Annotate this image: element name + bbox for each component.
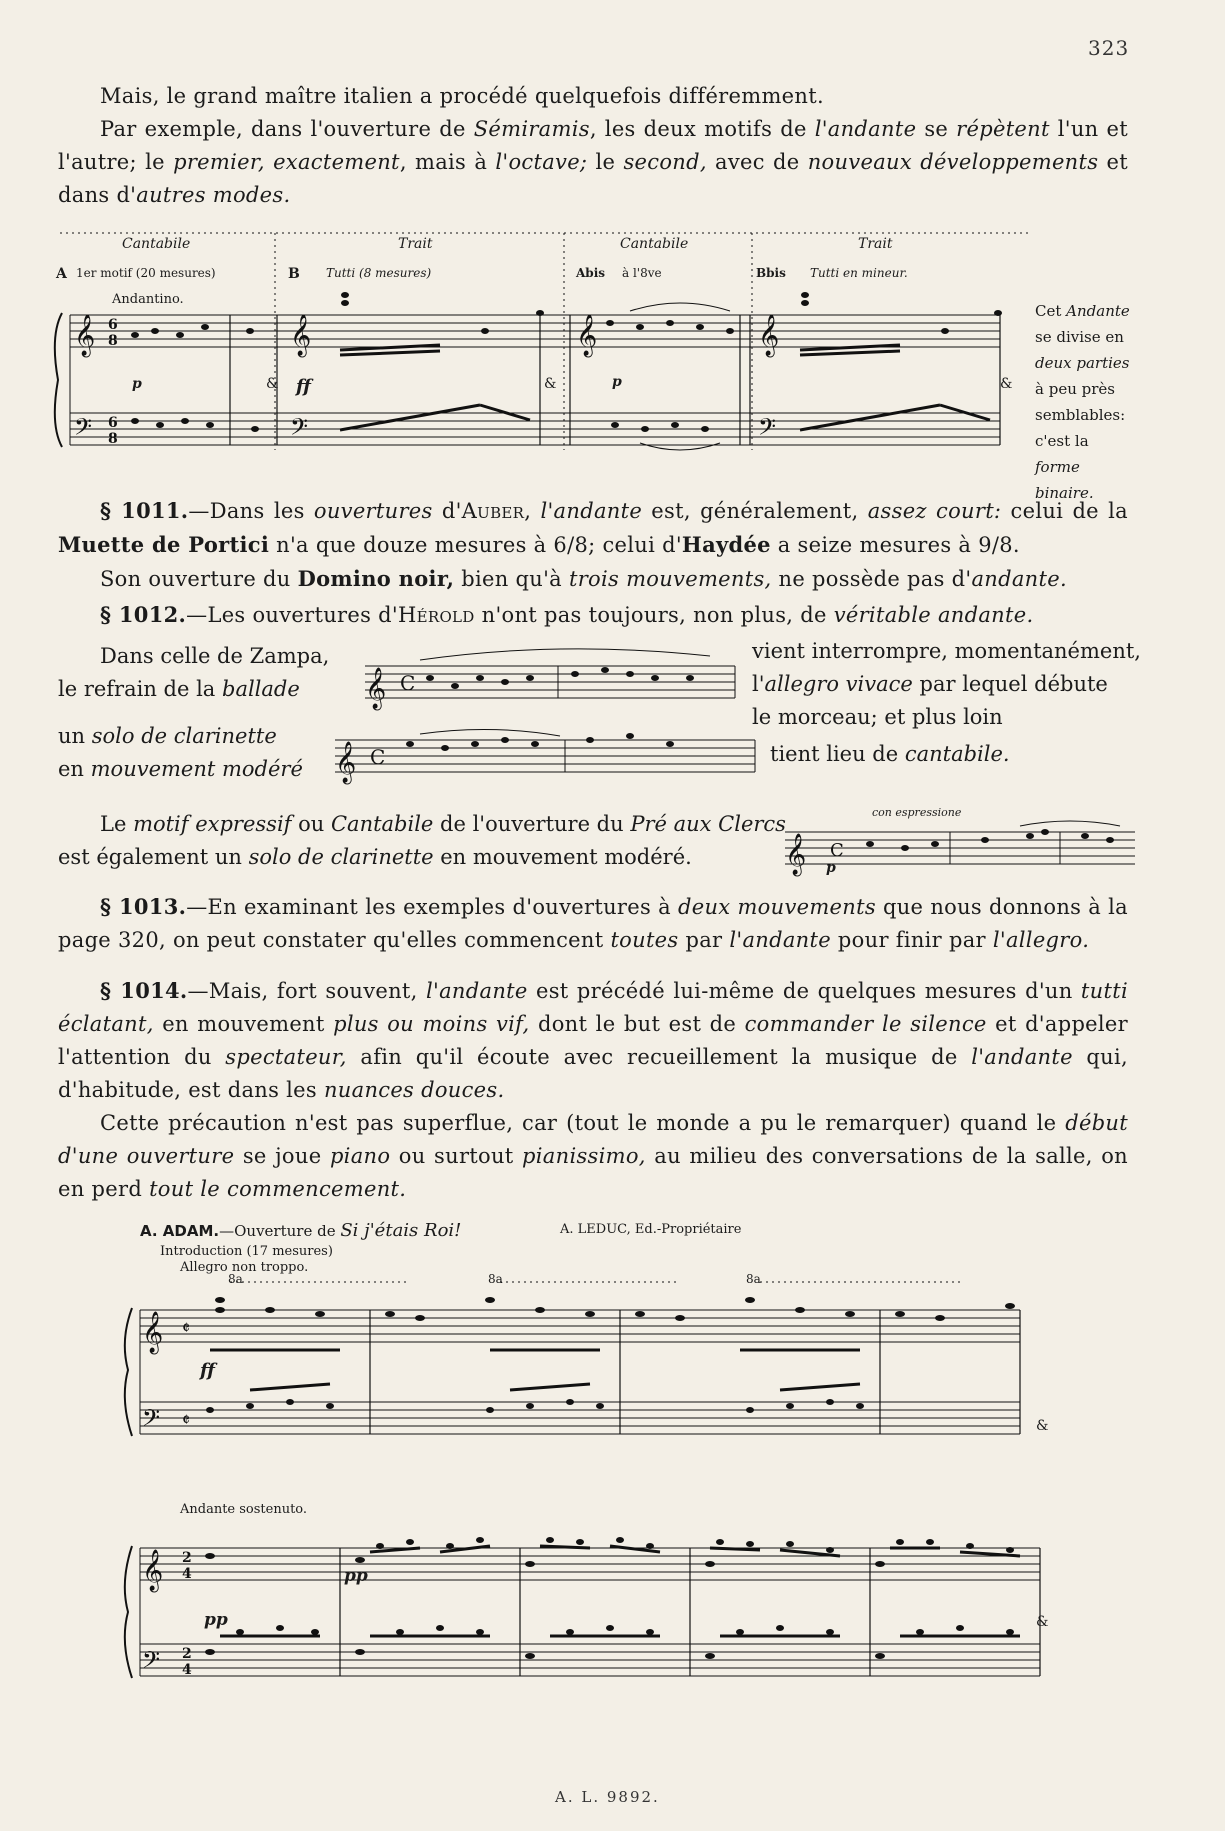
- zampa-line2: le refrain de la ballade: [58, 677, 300, 701]
- label-abis-desc: à l'8ve: [622, 266, 662, 280]
- svg-text:𝄵: 𝄵: [182, 1318, 191, 1339]
- svg-text:𝄢: 𝄢: [290, 413, 309, 446]
- label-trait-1: Trait: [398, 236, 433, 252]
- score-clarinet: [330, 720, 760, 790]
- svg-text:C: C: [370, 745, 386, 769]
- label-a: A: [56, 266, 67, 282]
- svg-text:2: 2: [182, 1550, 192, 1566]
- score2-publisher: A. LEDUC, Ed.-Propriétaire: [560, 1222, 742, 1237]
- score-zampa: [360, 636, 740, 716]
- section-1013: § 1013.—En examinant les exemples d'ouvertures à deux mouvements que nous donnons à la page 320, on peut constater qu'elles commencent toutes par l'andante pour finir par l'allegro.: [58, 894, 1128, 952]
- zampa-line1: Dans celle de Zampa,: [100, 644, 330, 668]
- dynamic-pp-2: pp: [344, 1566, 368, 1586]
- svg-text:6: 6: [108, 415, 118, 431]
- label-bbis: Bbis: [756, 266, 786, 280]
- score-si-jetais-roi-1: [120, 1270, 1060, 1470]
- score-si-jetais-roi-2: [120, 1512, 1060, 1712]
- ottava-3: 8a: [746, 1272, 761, 1286]
- zampa-right2: l'allegro vivace par lequel débute: [752, 672, 1108, 696]
- svg-text:𝄢: 𝄢: [758, 413, 777, 446]
- section-1014: § 1014.—Mais, fort souvent, l'andante est précédé lui-même de quelques mesures d'un tutti éclatant, en mouvement plus ou moins vif, dont le but est de commander le silence et d'appeler l'attention du spectateur, afin qu'il écoute avec recueillement la musique de l'andante qui, d'habitude, est dans les nuances douces. Cette précaution n'est pas superflue, car (tout le monde a pu le remarquer) quand le début d'une ouverture se joue piano ou surtout pianissimo, au milieu des conversations de la salle, on en perd tout le commencement.: [58, 978, 1129, 1201]
- label-b-desc: Tutti (8 mesures): [326, 266, 432, 280]
- svg-text:𝄞: 𝄞: [335, 742, 357, 783]
- svg-text:8: 8: [108, 431, 118, 447]
- svg-text:𝄞: 𝄞: [74, 315, 96, 356]
- label-trait-2: Trait: [858, 236, 893, 252]
- label-abis: Abis: [576, 266, 606, 280]
- svg-text:6: 6: [108, 317, 118, 333]
- label-a-desc: 1er motif (20 mesures): [76, 266, 216, 280]
- zampa-right1: vient interrompre, momentanément,: [752, 639, 1141, 663]
- pre-line2: est également un solo de clarinette en mouvement modéré.: [58, 845, 692, 869]
- solo-line2: en mouvement modéré: [58, 757, 303, 781]
- solo-line1: un solo de clarinette: [58, 724, 277, 748]
- svg-text:4: 4: [182, 1566, 192, 1582]
- treble-staff: [70, 315, 1000, 347]
- svg-text:𝄞: 𝄞: [758, 315, 780, 356]
- amp-adam-1: &: [1036, 1418, 1049, 1434]
- label-cantabile-2: Cantabile: [620, 236, 689, 252]
- side-note-andante: Cet Andante se divise en deux parties à peu près semblables: c'est la forme binaire.: [1035, 302, 1130, 502]
- amp-3: &: [1000, 376, 1013, 392]
- dynamic-p-pre: p: [826, 860, 836, 876]
- svg-text:𝄞: 𝄞: [290, 315, 312, 356]
- label-bbis-desc: Tutti en mineur.: [810, 266, 908, 280]
- tient-lieu: tient lieu de cantabile.: [770, 742, 1010, 766]
- svg-text:𝄞: 𝄞: [576, 315, 598, 356]
- section-1011: § 1011.—Dans les ouvertures d'Auber, l'andante est, généralement, assez court: celui de la Muette de Portici n'a que douze mesures à 6/8; celui d'Haydée a seize mesures à 9/8. Son ouverture du Domino noir, bien qu'à trois mouvements, ne possède pas d'andante.: [58, 498, 1128, 591]
- pre-line1: Le motif expressif ou Cantabile de l'ouverture du Pré aux Clercs: [100, 812, 786, 836]
- score2-title: A. ADAM.—Ouverture de Si j'étais Roi!: [140, 1220, 462, 1241]
- dynamic-p-2: p: [612, 374, 622, 390]
- label-b: B: [288, 266, 300, 282]
- svg-text:C: C: [830, 840, 844, 861]
- svg-text:𝄵: 𝄵: [182, 1410, 191, 1431]
- dynamic-p-1: p: [132, 376, 142, 392]
- intro-line2: Par exemple, dans l'ouverture de Sémiramis, les deux motifs de l'andante se répètent l'un et l'autre; le premier, exactement, mais à l'octave; le second, avec de nouveaux développements et dans d'autres modes.: [58, 117, 1129, 207]
- svg-text:8: 8: [108, 333, 118, 349]
- amp-1: &: [266, 376, 279, 392]
- svg-text:𝄞: 𝄞: [142, 1550, 164, 1591]
- page-number: 323: [1088, 36, 1130, 60]
- footer-plate-number: A. L. 9892.: [555, 1788, 660, 1806]
- svg-text:𝄞: 𝄞: [142, 1312, 164, 1353]
- label-cantabile-1: Cantabile: [122, 236, 191, 252]
- svg-text:𝄢: 𝄢: [74, 413, 93, 446]
- svg-text:𝄢: 𝄢: [142, 1646, 161, 1679]
- svg-text:2: 2: [182, 1646, 192, 1662]
- con-espressione: con espressione: [872, 806, 962, 819]
- intro-paragraph: [58, 80, 1128, 212]
- intro-line1: Mais, le grand maître italien a procédé quelquefois différemment.: [100, 84, 824, 108]
- score2-intro: Introduction (17 mesures): [160, 1244, 333, 1259]
- score2-tempo1: Allegro non troppo.: [180, 1260, 309, 1275]
- label-andantino: Andantino.: [112, 292, 184, 307]
- ottava-2: 8a: [488, 1272, 503, 1286]
- svg-text:𝄞: 𝄞: [785, 834, 807, 875]
- ottava-1: 8a: [228, 1272, 243, 1286]
- svg-text:𝄢: 𝄢: [142, 1404, 161, 1437]
- svg-text:C: C: [400, 671, 416, 695]
- svg-text:4: 4: [182, 1662, 192, 1678]
- amp-2: &: [544, 376, 557, 392]
- amp-adam-2: &: [1036, 1614, 1049, 1630]
- dynamic-pp-1: pp: [204, 1610, 228, 1630]
- noteheads: [131, 292, 1002, 432]
- dynamic-ff: ff: [296, 376, 311, 397]
- svg-text:𝄞: 𝄞: [365, 668, 387, 709]
- section-dividers: [60, 233, 1030, 450]
- section-1012: § 1012.—Les ouvertures d'Hérold n'ont pas toujours, non plus, de véritable andante.: [100, 602, 1034, 627]
- score2-tempo2: Andante sostenuto.: [180, 1502, 308, 1517]
- zampa-right3: le morceau; et plus loin: [752, 705, 1003, 729]
- dynamic-ff-adam: ff: [200, 1360, 215, 1381]
- score-semiramis: [40, 225, 1040, 475]
